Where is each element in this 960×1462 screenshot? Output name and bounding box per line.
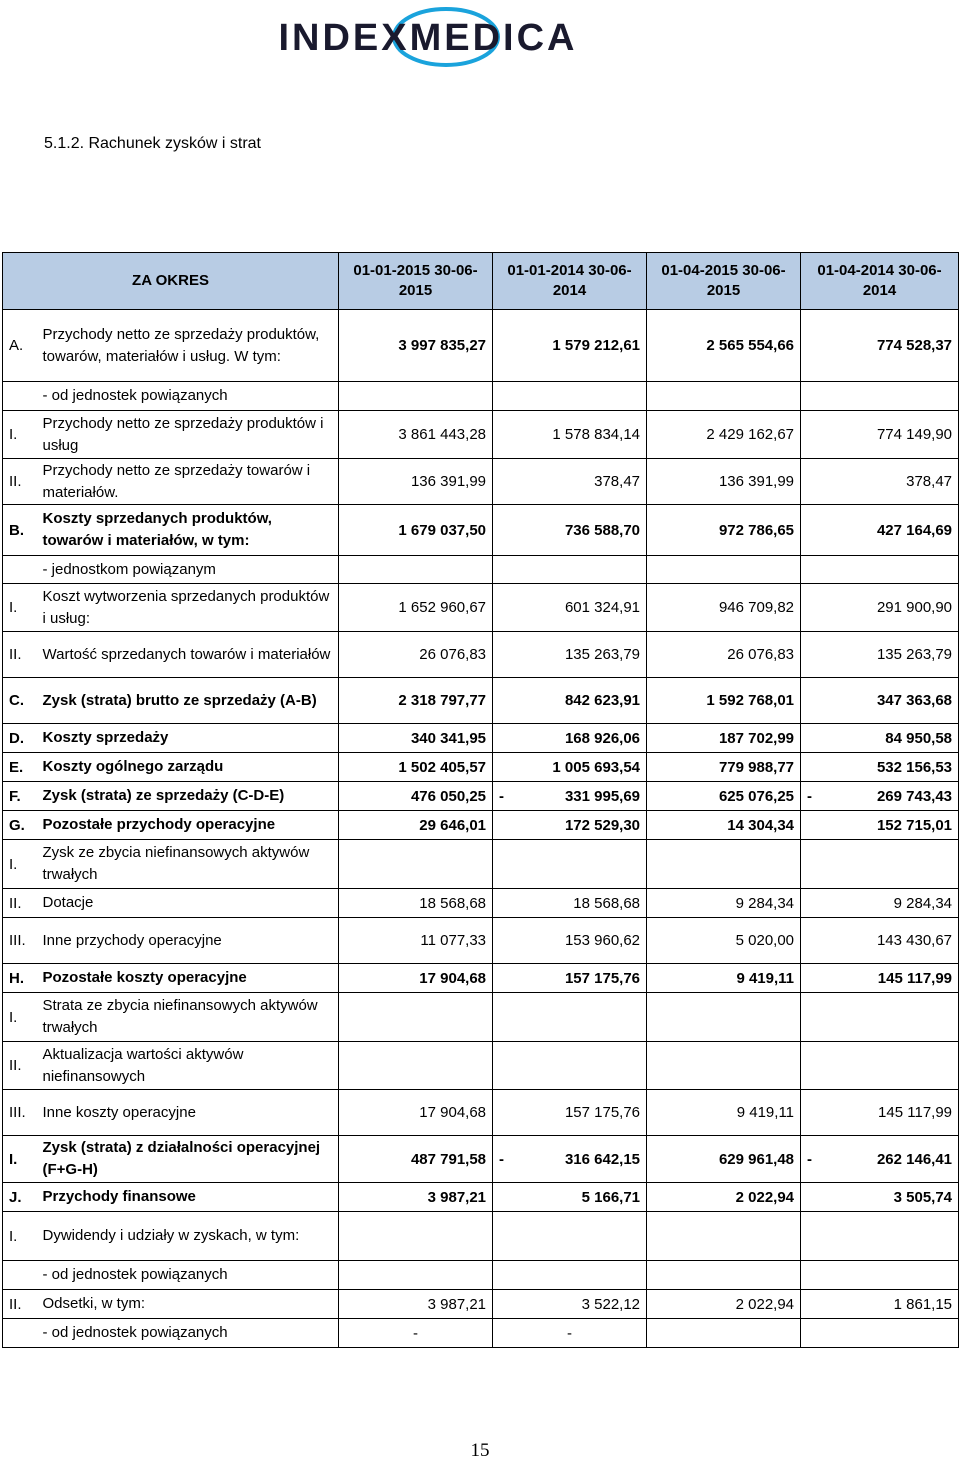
row-value-period-4: 291 900,90 xyxy=(801,584,959,632)
period-header-2: 01-01-2014 30-06-2014 xyxy=(493,253,647,310)
row-value-period-2: 135 263,79 xyxy=(493,632,647,678)
row-value-period-2: 168 926,06 xyxy=(493,724,647,753)
row-value-period-2: 601 324,91 xyxy=(493,584,647,632)
row-value-period-1 xyxy=(339,1261,493,1290)
value-text: 316 642,15 xyxy=(564,1150,641,1168)
negative-sign: - xyxy=(499,1150,505,1168)
table-row xyxy=(3,724,959,753)
table-row xyxy=(3,1261,959,1290)
row-value-period-4 xyxy=(801,1319,959,1348)
row-description: Przychody netto ze sprzedaży produktów i usług xyxy=(39,411,339,459)
row-value-period-1: 3 861 443,28 xyxy=(339,411,493,459)
row-description: Inne koszty operacyjne xyxy=(39,1090,339,1136)
row-label: I. xyxy=(3,584,39,632)
row-value-period-1: 11 077,33 xyxy=(339,918,493,964)
row-value-period-2: 153 960,62 xyxy=(493,918,647,964)
row-value-period-1: 2 318 797,77 xyxy=(339,678,493,724)
row-value-period-4: 378,47 xyxy=(801,459,959,505)
row-value-period-3: 2 022,94 xyxy=(647,1290,801,1319)
row-value-period-3: 779 988,77 xyxy=(647,753,801,782)
row-value-period-2 xyxy=(493,1042,647,1090)
row-value-period-1: 1 652 960,67 xyxy=(339,584,493,632)
table-row xyxy=(3,310,959,382)
value-text: 262 146,41 xyxy=(876,1150,953,1168)
row-label: J. xyxy=(3,1183,39,1212)
row-value-period-4: 1 861,15 xyxy=(801,1290,959,1319)
row-value-period-1: - xyxy=(339,1319,493,1348)
row-value-period-4: 145 117,99 xyxy=(801,964,959,993)
row-value-period-3: 26 076,83 xyxy=(647,632,801,678)
row-value-period-1 xyxy=(339,1212,493,1261)
row-value-period-2 xyxy=(493,993,647,1042)
row-value-period-4 xyxy=(801,1136,959,1183)
row-value-period-4 xyxy=(801,782,959,811)
table-row xyxy=(3,753,959,782)
row-description: Zysk (strata) z działalności operacyjnej (F+G-H) xyxy=(39,1136,339,1183)
row-description: - jednostkom powiązanym xyxy=(39,556,339,584)
row-label: I. xyxy=(3,840,39,889)
period-header-1: 01-01-2015 30-06-2015 xyxy=(339,253,493,310)
row-label xyxy=(3,1261,39,1290)
row-value-period-2: 3 522,12 xyxy=(493,1290,647,1319)
row-value-period-2: 18 568,68 xyxy=(493,889,647,918)
row-value-period-1: 476 050,25 xyxy=(339,782,493,811)
table-row xyxy=(3,584,959,632)
row-label: II. xyxy=(3,632,39,678)
row-value-period-4 xyxy=(801,1042,959,1090)
row-value-period-1: 487 791,58 xyxy=(339,1136,493,1183)
row-value-period-3 xyxy=(647,1042,801,1090)
row-value-period-4 xyxy=(801,1261,959,1290)
negative-sign: - xyxy=(807,787,813,805)
table-row xyxy=(3,382,959,411)
row-value-period-2 xyxy=(493,782,647,811)
negative-sign: - xyxy=(499,787,505,805)
negative-sign: - xyxy=(807,1150,813,1168)
row-value-period-3: 972 786,65 xyxy=(647,505,801,556)
row-description: - od jednostek powiązanych xyxy=(39,1319,339,1348)
row-value-period-3: 625 076,25 xyxy=(647,782,801,811)
row-label xyxy=(3,556,39,584)
row-description: Koszt wytworzenia sprzedanych produktów i usług: xyxy=(39,584,339,632)
row-label: B. xyxy=(3,505,39,556)
row-value-period-2 xyxy=(493,840,647,889)
row-value-period-2 xyxy=(493,556,647,584)
table-row xyxy=(3,1212,959,1261)
row-value-period-2: 157 175,76 xyxy=(493,1090,647,1136)
row-value-period-3: 1 592 768,01 xyxy=(647,678,801,724)
row-label xyxy=(3,1319,39,1348)
row-label: I. xyxy=(3,411,39,459)
row-description: Przychody finansowe xyxy=(39,1183,339,1212)
table-row xyxy=(3,1042,959,1090)
row-value-period-3 xyxy=(647,1261,801,1290)
row-value-period-4: 143 430,67 xyxy=(801,918,959,964)
table-row xyxy=(3,411,959,459)
row-value-period-3 xyxy=(647,993,801,1042)
row-description: Koszty sprzedaży xyxy=(39,724,339,753)
table-row xyxy=(3,556,959,584)
row-value-period-2 xyxy=(493,1261,647,1290)
table-row xyxy=(3,632,959,678)
row-value-period-1: 3 987,21 xyxy=(339,1183,493,1212)
row-description: - od jednostek powiązanych xyxy=(39,382,339,411)
row-description: Aktualizacja wartości aktywów niefinansowych xyxy=(39,1042,339,1090)
row-value-period-3: 629 961,48 xyxy=(647,1136,801,1183)
row-label: F. xyxy=(3,782,39,811)
row-value-period-2 xyxy=(493,382,647,411)
indexmedica-logo xyxy=(208,6,648,68)
row-value-period-1: 18 568,68 xyxy=(339,889,493,918)
row-value-period-4 xyxy=(801,840,959,889)
row-value-period-3: 14 304,34 xyxy=(647,811,801,840)
row-value-period-2: 157 175,76 xyxy=(493,964,647,993)
row-value-period-2: 842 623,91 xyxy=(493,678,647,724)
row-description: Pozostałe przychody operacyjne xyxy=(39,811,339,840)
row-label: II. xyxy=(3,1042,39,1090)
row-description: Wartość sprzedanych towarów i materiałów xyxy=(39,632,339,678)
row-value-period-2: 5 166,71 xyxy=(493,1183,647,1212)
row-label: C. xyxy=(3,678,39,724)
row-label: II. xyxy=(3,1290,39,1319)
row-value-period-2: 736 588,70 xyxy=(493,505,647,556)
row-description: Odsetki, w tym: xyxy=(39,1290,339,1319)
row-value-period-1 xyxy=(339,840,493,889)
row-label: II. xyxy=(3,889,39,918)
table-row xyxy=(3,1136,959,1183)
row-label xyxy=(3,382,39,411)
row-label: II. xyxy=(3,459,39,505)
row-value-period-4: 427 164,69 xyxy=(801,505,959,556)
row-value-period-3 xyxy=(647,382,801,411)
row-value-period-1 xyxy=(339,1042,493,1090)
row-value-period-1 xyxy=(339,993,493,1042)
row-label: I. xyxy=(3,1212,39,1261)
row-value-period-4: 3 505,74 xyxy=(801,1183,959,1212)
period-header-4: 01-04-2014 30-06-2014 xyxy=(801,253,959,310)
table-row xyxy=(3,782,959,811)
page-number: 15 xyxy=(470,1440,490,1461)
table-row xyxy=(3,993,959,1042)
table-row xyxy=(3,505,959,556)
row-value-period-3: 2 429 162,67 xyxy=(647,411,801,459)
row-label: III. xyxy=(3,918,39,964)
row-value-period-3: 5 020,00 xyxy=(647,918,801,964)
logo-text: INDEXMEDICA xyxy=(278,17,578,59)
period-header-3: 01-04-2015 30-06-2015 xyxy=(647,253,801,310)
value-text: 331 995,69 xyxy=(564,787,641,805)
table-row xyxy=(3,1183,959,1212)
row-description: Przychody netto ze sprzedaży produktów, towarów, materiałów i usług. W tym: xyxy=(39,310,339,382)
table-row xyxy=(3,1290,959,1319)
row-value-period-1: 340 341,95 xyxy=(339,724,493,753)
row-value-period-4: 145 117,99 xyxy=(801,1090,959,1136)
row-value-period-4: 347 363,68 xyxy=(801,678,959,724)
row-value-period-1 xyxy=(339,556,493,584)
row-value-period-1: 29 646,01 xyxy=(339,811,493,840)
table-row xyxy=(3,918,959,964)
row-value-period-2: 1 005 693,54 xyxy=(493,753,647,782)
row-value-period-3 xyxy=(647,840,801,889)
row-value-period-3: 2 022,94 xyxy=(647,1183,801,1212)
row-value-period-2: 1 579 212,61 xyxy=(493,310,647,382)
row-description: Zysk (strata) brutto ze sprzedaży (A-B) xyxy=(39,678,339,724)
row-description: Strata ze zbycia niefinansowych aktywów trwałych xyxy=(39,993,339,1042)
row-value-period-2: 378,47 xyxy=(493,459,647,505)
row-value-period-1: 3 997 835,27 xyxy=(339,310,493,382)
row-description: Zysk (strata) ze sprzedaży (C-D-E) xyxy=(39,782,339,811)
row-description: Dotacje xyxy=(39,889,339,918)
table-row xyxy=(3,1319,959,1348)
row-description: Inne przychody operacyjne xyxy=(39,918,339,964)
row-description: Pozostałe koszty operacyjne xyxy=(39,964,339,993)
row-description: - od jednostek powiązanych xyxy=(39,1261,339,1290)
table-row xyxy=(3,678,959,724)
row-description: Przychody netto ze sprzedaży towarów i materiałów. xyxy=(39,459,339,505)
row-value-period-3: 136 391,99 xyxy=(647,459,801,505)
row-label: E. xyxy=(3,753,39,782)
row-value-period-4: 152 715,01 xyxy=(801,811,959,840)
table-row xyxy=(3,811,959,840)
row-value-period-4: 84 950,58 xyxy=(801,724,959,753)
row-value-period-3 xyxy=(647,1319,801,1348)
table-row xyxy=(3,1090,959,1136)
row-value-period-3 xyxy=(647,1212,801,1261)
row-label: H. xyxy=(3,964,39,993)
row-value-period-1 xyxy=(339,382,493,411)
table-row xyxy=(3,459,959,505)
row-value-period-1: 1 502 405,57 xyxy=(339,753,493,782)
table-row xyxy=(3,964,959,993)
row-value-period-4: 774 528,37 xyxy=(801,310,959,382)
row-label: I. xyxy=(3,993,39,1042)
row-value-period-2: - xyxy=(493,1319,647,1348)
section-heading: 5.1.2. Rachunek zysków i strat xyxy=(44,135,261,152)
row-description: Koszty sprzedanych produktów, towarów i materiałów, w tym: xyxy=(39,505,339,556)
row-value-period-4: 9 284,34 xyxy=(801,889,959,918)
period-label-header: ZA OKRES xyxy=(3,253,339,310)
income-statement-table xyxy=(2,252,959,1348)
row-description: Zysk ze zbycia niefinansowych aktywów trwałych xyxy=(39,840,339,889)
row-value-period-1: 17 904,68 xyxy=(339,964,493,993)
row-value-period-3: 946 709,82 xyxy=(647,584,801,632)
value-text: 269 743,43 xyxy=(876,787,953,805)
row-value-period-4 xyxy=(801,993,959,1042)
table-body xyxy=(3,310,959,1348)
row-value-period-1: 136 391,99 xyxy=(339,459,493,505)
row-value-period-3: 9 284,34 xyxy=(647,889,801,918)
row-value-period-2 xyxy=(493,1212,647,1261)
row-value-period-3: 2 565 554,66 xyxy=(647,310,801,382)
row-label: I. xyxy=(3,1136,39,1183)
row-value-period-3: 9 419,11 xyxy=(647,964,801,993)
table-row xyxy=(3,889,959,918)
table-row xyxy=(3,840,959,889)
row-value-period-1: 1 679 037,50 xyxy=(339,505,493,556)
row-value-period-3 xyxy=(647,556,801,584)
row-value-period-4 xyxy=(801,382,959,411)
row-value-period-2: 1 578 834,14 xyxy=(493,411,647,459)
row-description: Dywidendy i udziały w zyskach, w tym: xyxy=(39,1212,339,1261)
row-label: A. xyxy=(3,310,39,382)
row-value-period-1: 26 076,83 xyxy=(339,632,493,678)
row-value-period-3: 187 702,99 xyxy=(647,724,801,753)
row-value-period-4: 532 156,53 xyxy=(801,753,959,782)
row-label: D. xyxy=(3,724,39,753)
row-value-period-4: 135 263,79 xyxy=(801,632,959,678)
row-value-period-2: 172 529,30 xyxy=(493,811,647,840)
row-value-period-4 xyxy=(801,1212,959,1261)
row-value-period-3: 9 419,11 xyxy=(647,1090,801,1136)
row-description: Koszty ogólnego zarządu xyxy=(39,753,339,782)
row-label: III. xyxy=(3,1090,39,1136)
row-value-period-1: 3 987,21 xyxy=(339,1290,493,1319)
row-label: G. xyxy=(3,811,39,840)
row-value-period-2 xyxy=(493,1136,647,1183)
row-value-period-4: 774 149,90 xyxy=(801,411,959,459)
row-value-period-4 xyxy=(801,556,959,584)
row-value-period-1: 17 904,68 xyxy=(339,1090,493,1136)
